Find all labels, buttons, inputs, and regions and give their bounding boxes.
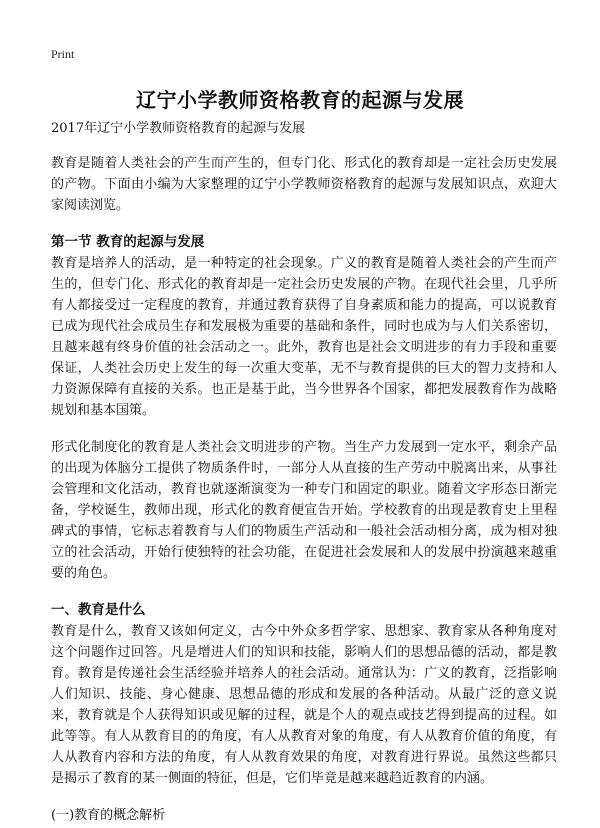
section-heading-what-is-education: 一、教育是什么 <box>51 602 146 618</box>
section2-paragraph-1: 教育是什么，教育又该如何定义，古今中外众多哲学家、思想家、教育家从各种角度对这个问题作过回答。凡是增进人们的知识和技能，影响人们的思想品德的活动，都是教育。教育是传递社会生活经验并培养人的社会活动。通常认为：广义的教育，泛指影响人们知识、技能、身心健康、思想品德的形成和发展的各种活动。从最广泛的意义说来，教育就是个人获得知识或见解的过程，就是个人的观点或技艺得到提高的过程。如此等等。有人从教育目的的角度，有人从教育对象的角度，有人从教育价值的角度，有人从教育内容和方法的角度，有人从教育效果的角度，对教育进行界说。虽然这些都只是揭示了教育的某一侧面的特征，但是，它们毕竟是越来越趋近教育的内涵。 <box>51 624 557 786</box>
intro-paragraph: 教育是随着人类社会的产生而产生的，但专门化、形式化的教育却是一定社会历史发展的产物。下面由小编为大家整理的辽宁小学教师资格教育的起源与发展知识点，欢迎大家阅读浏览。 <box>51 156 557 213</box>
document-title: 辽宁小学教师资格教育的起源与发展 <box>136 88 464 112</box>
document-body <box>51 118 557 826</box>
subsection-heading-concept: (一)教育的概念解析 <box>51 808 166 823</box>
document-subtitle: 2017年辽宁小学教师资格教育的起源与发展 <box>51 121 306 136</box>
section-heading-origin: 第一节 教育的起源与发展 <box>51 234 205 250</box>
print-label: Print <box>51 47 75 61</box>
section1-paragraph-2: 形式化制度化的教育是人类社会文明进步的产物。当生产力发展到一定水平，剩余产品的出现为体脑分工提供了物质条件时，一部分人从直接的生产劳动中脱离出来，从事社会管理和文化活动，教育也就逐渐演变为一种专门和固定的职业。随着文字形态日渐完备，学校诞生，教师出现，形式化的教育便宣告开始。学校教育的出现是教育史上里程碑式的事情，它标志着教育与人们的物质生产活动和一般社会活动相分离，成为相对独立的社会活动，开始行使独特的社会功能，在促进社会发展和人的发展中扮演越来越重要的角色。 <box>51 440 557 581</box>
section1-paragraph-1: 教育是培养人的活动，是一种特定的社会现象。广义的教育是随着人类社会的产生而产生的，但专门化、形式化的教育却是一定社会历史发展的产物。在现代社会里，几乎所有人都接受过一定程度的教育，并通过教育获得了自身素质和能力的提高，可以说教育已成为现代社会成员生存和发展极为重要的基础和条件，同时也成为与人们关系密切，且越来越有终身价值的社会活动之一。此外，教育也是社会文明进步的有力手段和重要保证，人类社会历史上发生的每一次重大变革，无不与教育提供的巨大的智力支持和人力资源保障有直接的关系。也正是基于此，当今世界各个国家，都把发展教育作为战略规划和基本国策。 <box>51 256 557 418</box>
